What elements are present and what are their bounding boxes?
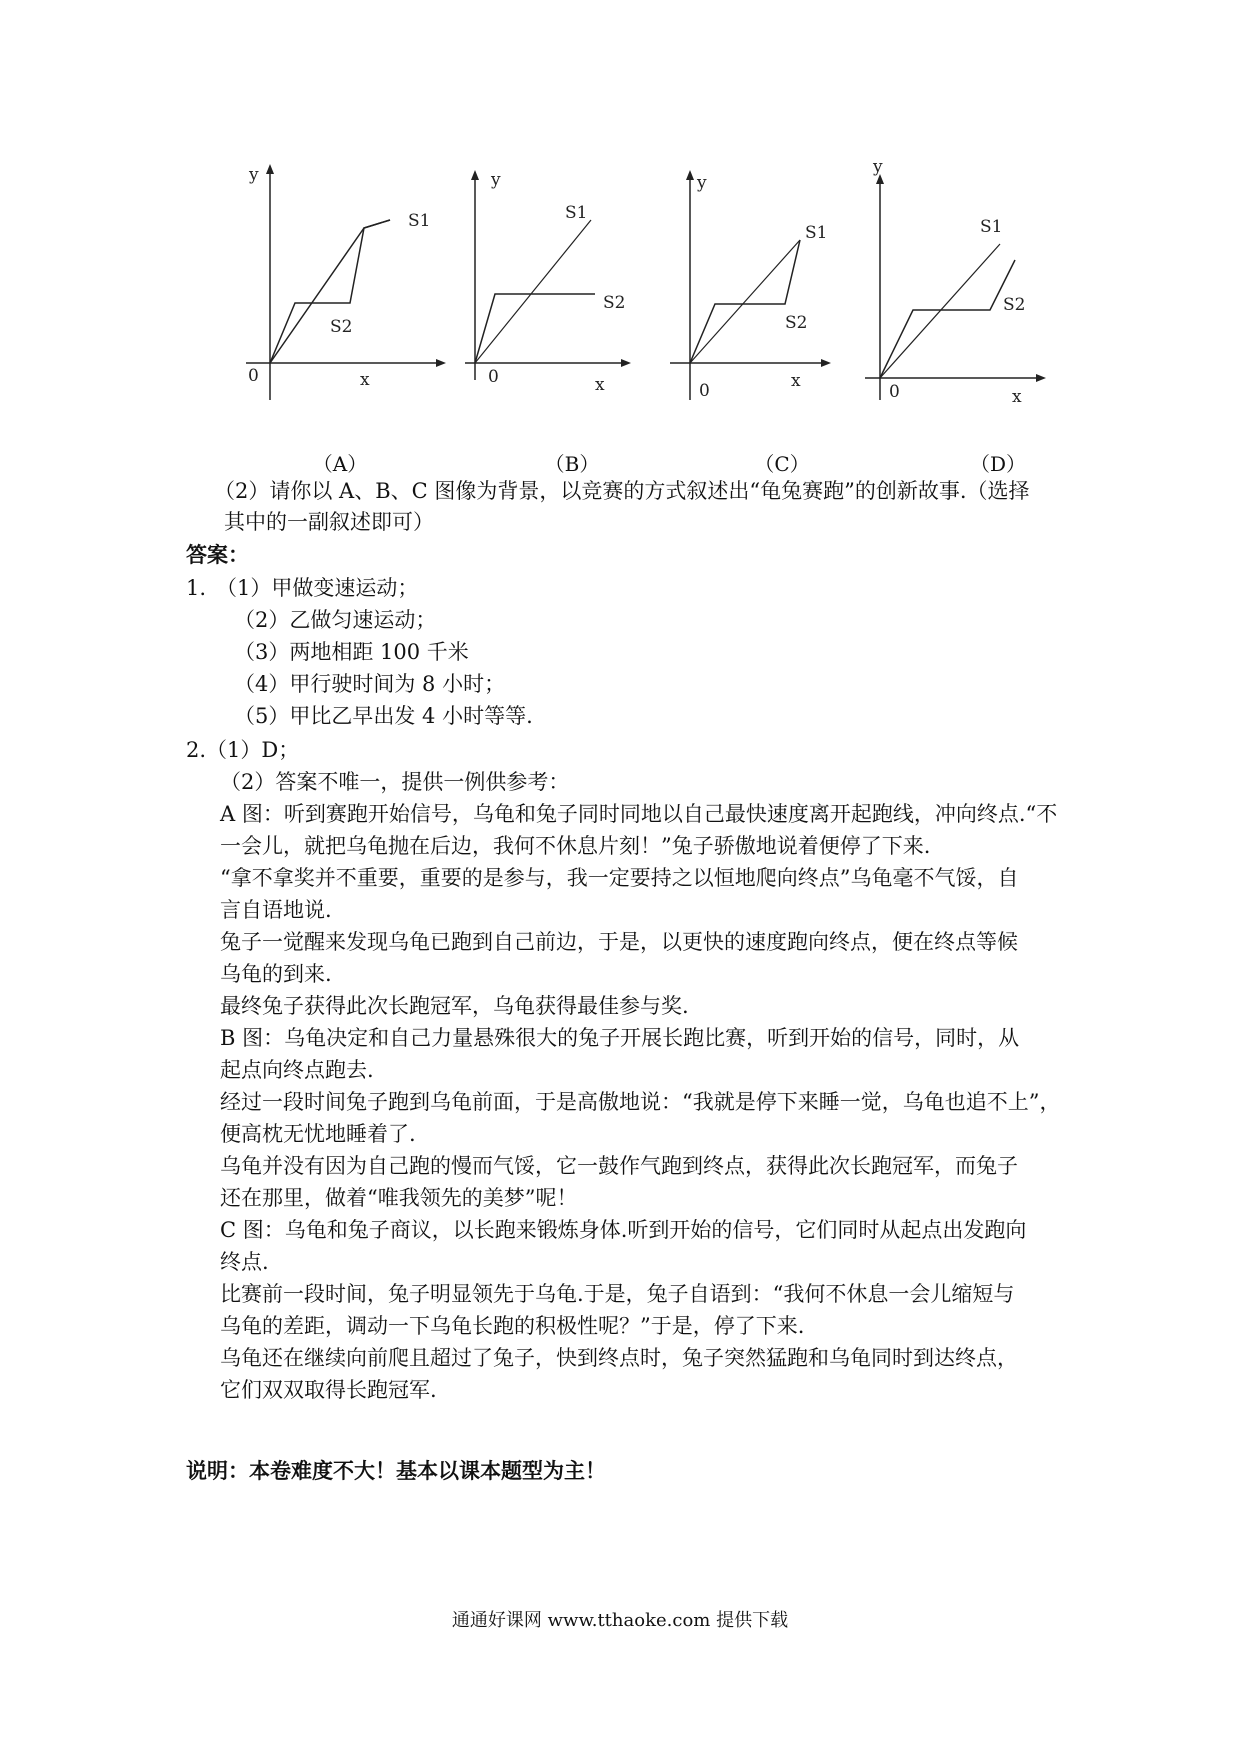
answer1-item: （1）甲做变速运动； [216, 576, 419, 600]
graph-c-svg [625, 160, 835, 405]
s1-label: S1 [980, 217, 1003, 237]
answer2-paragraph-line: 乌龟还在继续向前爬且超过了兔子，快到终点时，兔子突然猛跑和乌龟同时到达终点， [220, 1346, 1018, 1370]
s2-label: S2 [785, 313, 808, 333]
y-label: y [873, 157, 883, 177]
answer2-paragraph-line: 乌龟的差距，调动一下乌龟长跑的积极性呢？”于是，停了下来. [220, 1314, 805, 1338]
s2-label: S2 [1003, 295, 1026, 315]
caption-b: （B） [544, 452, 600, 476]
answer2-paragraph-line: 言自语地说. [220, 898, 332, 922]
graph-a [240, 160, 450, 405]
x-label: x [360, 370, 370, 390]
origin-label: 0 [699, 381, 710, 401]
question-line-2: 其中的一副叙述即可） [224, 510, 434, 534]
answer1-number: 1. [186, 576, 207, 600]
answer2-paragraph-line: 还在那里，做着“唯我领先的美梦”呢！ [220, 1186, 578, 1210]
origin-label: 0 [488, 367, 499, 387]
x-axis-arrow [821, 359, 831, 367]
x-axis-arrow [1036, 374, 1046, 382]
s1-curve [270, 220, 390, 363]
answer2-paragraph-line: 比赛前一段时间，兔子明显领先于乌龟.于是，兔子自语到：“我何不休息一会儿缩短与 [220, 1282, 1015, 1306]
s1-label: S1 [565, 203, 588, 223]
answer2-paragraph-line: 起点向终点跑去. [220, 1058, 374, 1082]
y-axis-arrow [266, 164, 274, 174]
graphs-row [240, 157, 1070, 407]
footer: 通通好课网 www.tthaoke.com 提供下载 [451, 1610, 789, 1631]
x-label: x [595, 375, 605, 395]
answer2-paragraph-line: “拿不拿奖并不重要，重要的是参与，我一定要持之以恒地爬向终点”乌龟毫不气馁，自 [220, 866, 1019, 890]
x-label: x [791, 371, 801, 391]
s1-label: S1 [408, 211, 431, 231]
x-label: x [1012, 387, 1022, 407]
answer2-paragraph-line: 便高枕无忧地睡着了. [220, 1122, 416, 1146]
answer2-paragraph-line: 经过一段时间兔子跑到乌龟前面，于是高傲地说：“我就是停下来睡一觉，乌龟也追不上”， [220, 1090, 1061, 1114]
answer2-paragraph-line: 它们双双取得长跑冠军. [220, 1378, 437, 1402]
answer-heading: 答案： [186, 543, 249, 567]
s2-label: S2 [330, 317, 353, 337]
answer2-paragraph-line: A 图：听到赛跑开始信号，乌龟和兔子同时同地以自己最快速度离开起跑线，冲向终点.“不 [220, 802, 1058, 826]
s1-curve [880, 244, 1000, 378]
answer2-paragraph-line: C 图：乌龟和兔子商议，以长跑来锻炼身体.听到开始的信号，它们同时从起点出发跑向 [220, 1218, 1027, 1242]
answer1-item: （3）两地相距 100 千米 [234, 640, 469, 664]
caption-c: （C） [754, 452, 810, 476]
graph-c [625, 160, 835, 405]
note: 说明：本卷难度不大！基本以课本题型为主！ [186, 1459, 606, 1483]
graph-d-svg [840, 157, 1070, 407]
caption-a: （A） [312, 452, 368, 476]
graph-d [840, 157, 1070, 407]
s2-curve [880, 260, 1015, 378]
answer2-paragraph-line: B 图：乌龟决定和自己力量悬殊很大的兔子开展长跑比赛，听到开始的信号，同时，从 [220, 1026, 1020, 1050]
answer1-item: （2）乙做匀速运动； [234, 608, 437, 632]
graph-b [445, 160, 655, 405]
s1-curve [475, 220, 591, 363]
answer2-paragraph-line: 终点. [220, 1250, 269, 1274]
y-axis-arrow [471, 170, 479, 180]
answer2-line-2: （2）答案不唯一，提供一例供参考： [220, 770, 570, 794]
question-line-1: （2）请你以 A、B、C 图像为背景，以竞赛的方式叙述出“龟兔赛跑”的创新故事.（选择 [214, 479, 1030, 503]
y-label: y [249, 165, 259, 185]
answer2-paragraph-line: 一会儿，就把乌龟抛在后边，我何不休息片刻！”兔子骄傲地说着便停了下来. [220, 834, 931, 858]
graph-b-svg [445, 160, 655, 405]
y-label: y [697, 173, 707, 193]
graph-a-svg [240, 160, 450, 405]
s2-curve [475, 294, 595, 363]
s1-label: S1 [805, 223, 828, 243]
answer1-item: （5）甲比乙早出发 4 小时等等. [234, 704, 533, 728]
caption-d: （D） [969, 452, 1027, 476]
answer1-item: （4）甲行驶时间为 8 小时； [234, 672, 506, 696]
answer2-paragraph-line: 乌龟并没有因为自己跑的慢而气馁，它一鼓作气跑到终点，获得此次长跑冠军，而兔子 [220, 1154, 1018, 1178]
answer2-paragraph-line: 乌龟的到来. [220, 962, 332, 986]
y-axis-arrow [686, 170, 694, 180]
y-label: y [491, 170, 501, 190]
s2-curve [270, 220, 390, 363]
s2-label: S2 [603, 293, 626, 313]
origin-label: 0 [889, 382, 900, 402]
origin-label: 0 [248, 366, 259, 386]
answer2-line-1: 2.（1）D； [186, 738, 300, 762]
graph-captions [0, 448, 1240, 476]
answer2-paragraph-line: 最终兔子获得此次长跑冠军，乌龟获得最佳参与奖. [220, 994, 689, 1018]
s1-curve [690, 240, 800, 363]
answer2-paragraph-line: 兔子一觉醒来发现乌龟已跑到自己前边，于是，以更快的速度跑向终点，便在终点等候 [220, 930, 1018, 954]
